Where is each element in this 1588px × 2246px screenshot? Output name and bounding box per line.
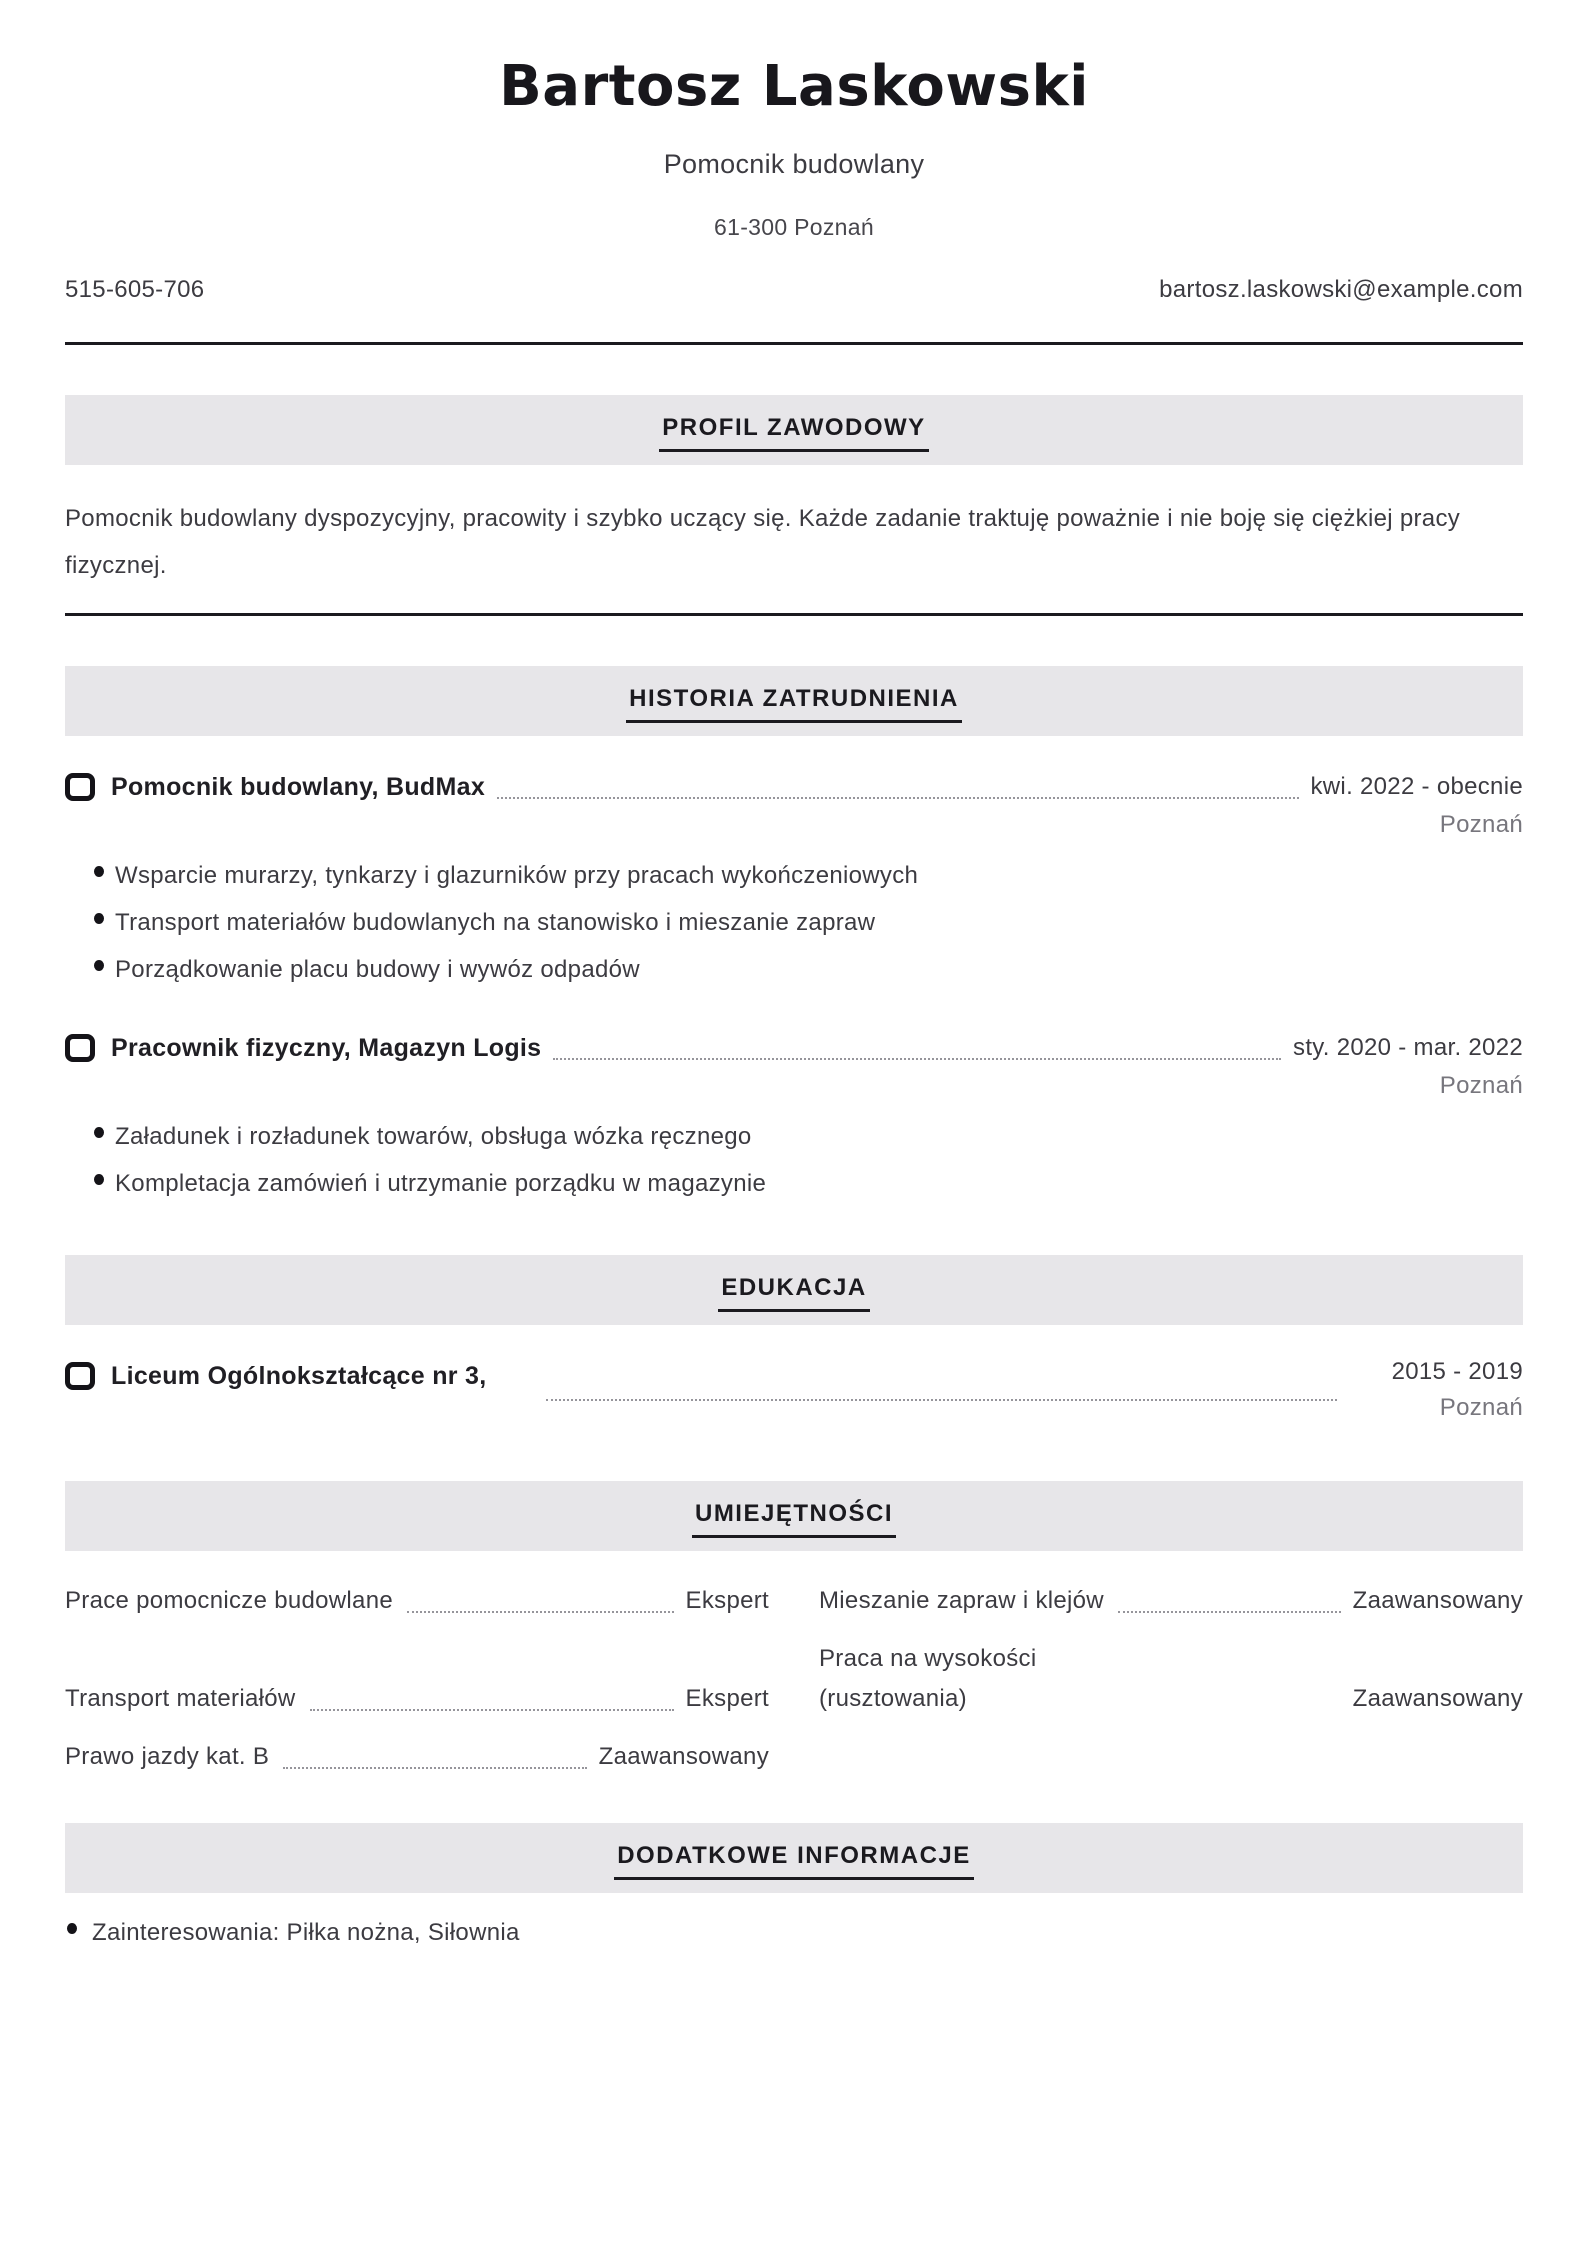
phone-number: 515-605-706	[65, 276, 205, 303]
education-entry	[65, 1357, 1523, 1423]
skill-level: Zaawansowany	[1352, 1685, 1523, 1712]
section-title-additional: DODATKOWE INFORMACJE	[614, 1841, 974, 1880]
section-title-employment: HISTORIA ZATRUDNIENIA	[626, 684, 962, 723]
skill-item	[819, 1581, 1523, 1621]
list-item: Zainteresowania: Piłka nożna, Siłownia	[65, 1909, 1523, 1956]
section-header-employment	[65, 666, 1523, 736]
section-title-profile: PROFIL ZAWODOWY	[659, 413, 928, 452]
dotted-leader	[553, 1058, 1281, 1060]
education-dates-block	[1392, 1357, 1523, 1423]
divider	[65, 342, 1523, 345]
job-duties-list	[65, 1113, 1523, 1207]
skill-item	[65, 1581, 769, 1621]
job-entry-header	[65, 768, 1523, 806]
section-header-additional	[65, 1823, 1523, 1893]
list-item: Transport materiałów budowlanych na stanowisko i mieszanie zapraw	[65, 899, 1523, 946]
section-title-education: EDUKACJA	[718, 1273, 869, 1312]
additional-info-list	[65, 1909, 1523, 1956]
list-item: Wsparcie murarzy, tynkarzy i glazurników przy pracach wykończeniowych	[65, 852, 1523, 899]
dotted-leader	[497, 797, 1298, 799]
address: 61-300 Poznań	[714, 214, 874, 240]
skills-grid	[65, 1581, 1523, 1777]
school-name: Liceum Ogólnokształcące nr 3,	[111, 1362, 487, 1390]
dotted-leader	[310, 1709, 674, 1711]
skill-item	[65, 1679, 769, 1719]
skill-level: Zaawansowany	[1352, 1587, 1523, 1614]
dotted-leader	[546, 1399, 1336, 1401]
job-location: Poznań	[1439, 1072, 1523, 1099]
skill-level: Ekspert	[685, 1587, 769, 1614]
email-address: bartosz.laskowski@example.com	[1159, 276, 1523, 303]
job-entry-header	[65, 1029, 1523, 1067]
list-item: Kompletacja zamówień i utrzymanie porządku w magazynie	[65, 1160, 1523, 1207]
education-location: Poznań	[1439, 1394, 1523, 1421]
skill-level: Zaawansowany	[598, 1743, 769, 1770]
skill-item	[65, 1737, 769, 1777]
dotted-leader	[1118, 1611, 1341, 1613]
list-item: Porządkowanie placu budowy i wywóz odpadów	[65, 946, 1523, 993]
checkbox-icon	[65, 773, 95, 801]
dotted-leader	[407, 1611, 674, 1613]
checkbox-icon	[65, 1034, 95, 1062]
checkbox-icon	[65, 1362, 95, 1390]
divider	[65, 613, 1523, 616]
job-duties-list	[65, 852, 1523, 993]
person-name: Bartosz Laskowski	[499, 54, 1089, 119]
section-header-education	[65, 1255, 1523, 1325]
skill-name: Praca na wysokości (rusztowania)	[819, 1645, 1037, 1712]
section-header-skills	[65, 1481, 1523, 1551]
job-dates: sty. 2020 - mar. 2022	[1293, 1034, 1523, 1061]
contact-row	[65, 275, 1523, 305]
job-location: Poznań	[1439, 811, 1523, 838]
education-dates: 2015 - 2019	[1391, 1358, 1523, 1385]
job-title: Pracownik fizyczny, Magazyn Logis	[111, 1034, 542, 1062]
skill-item	[819, 1639, 1523, 1719]
job-title: Pomocnik budowlany, BudMax	[111, 773, 486, 801]
skill-name: Prawo jazdy kat. B	[65, 1743, 270, 1770]
job-role: Pomocnik budowlany	[663, 149, 925, 179]
section-header-profile	[65, 395, 1523, 465]
job-dates: kwi. 2022 - obecnie	[1310, 773, 1523, 800]
skill-name: Prace pomocnicze budowlane	[65, 1587, 393, 1614]
section-title-skills: UMIEJĘTNOŚCI	[692, 1499, 896, 1538]
skill-name: Transport materiałów	[65, 1685, 296, 1712]
skill-name: Mieszanie zapraw i klejów	[819, 1587, 1104, 1614]
dotted-leader	[283, 1767, 586, 1769]
profile-summary: Pomocnik budowlany dyspozycyjny, pracowity i szybko uczący się. Każde zadanie traktuję poważnie i nie boję się ciężkiej pracy fizycznej.	[65, 505, 1461, 579]
skill-level: Ekspert	[685, 1685, 769, 1712]
list-item: Załadunek i rozładunek towarów, obsługa wózka ręcznego	[65, 1113, 1523, 1160]
